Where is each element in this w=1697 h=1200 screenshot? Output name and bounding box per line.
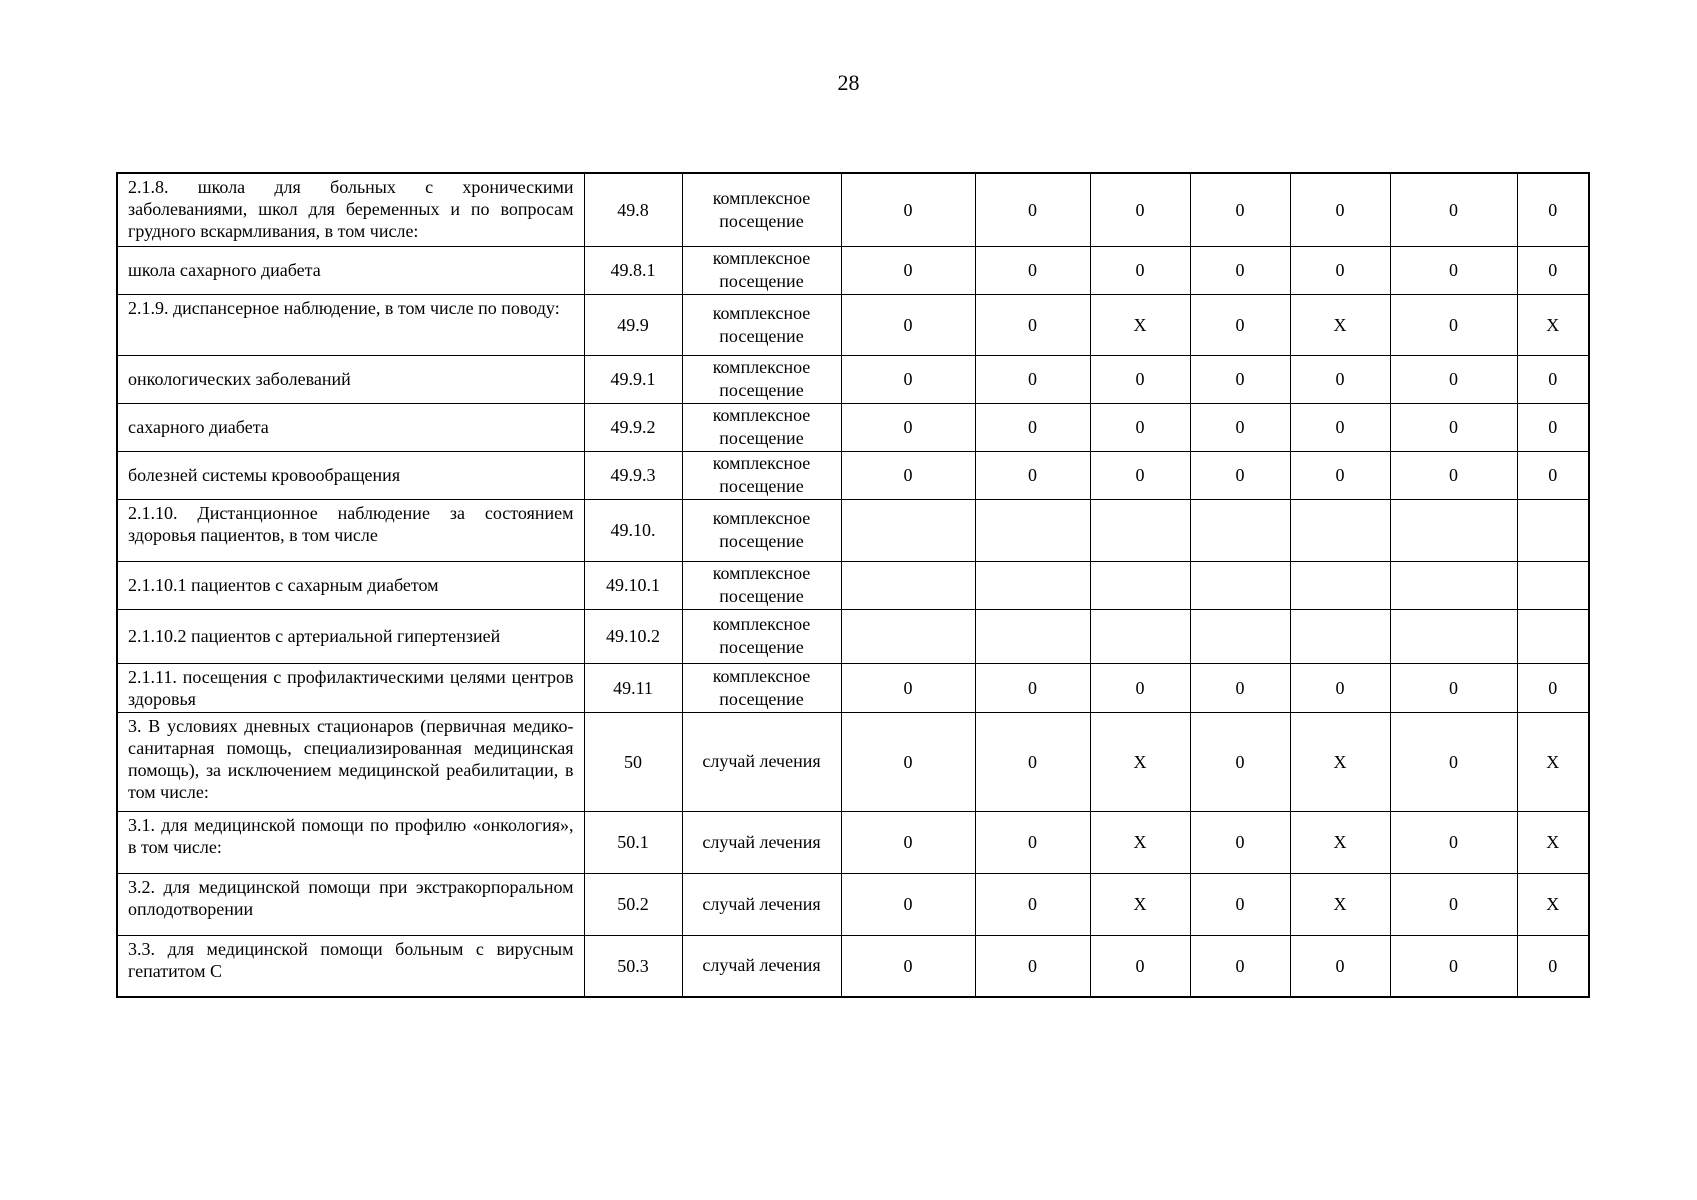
row-value-cell [975,499,1090,561]
row-value-cell: 0 [975,355,1090,403]
row-value-cell: 0 [1290,451,1390,499]
row-value-cell [975,609,1090,663]
row-value-cell: 0 [1090,663,1190,712]
row-value-cell: 0 [975,173,1090,246]
row-value-cell: 0 [1517,355,1589,403]
row-value-cell: 0 [1290,935,1390,997]
row-value-cell: 0 [1290,246,1390,294]
row-unit-cell: случай лечения [682,873,841,935]
table-row [117,173,1589,246]
table-row [117,499,1589,561]
row-name-cell: 3.1. для медицинской помощи по профилю «онкология», в том числе: [117,811,584,873]
row-value-cell: 0 [1390,355,1517,403]
row-value-cell: 0 [1190,873,1290,935]
row-value-cell [1090,499,1190,561]
row-unit-cell: комплексное посещение [682,403,841,451]
row-value-cell [841,609,975,663]
row-value-cell: 0 [1190,935,1290,997]
row-value-cell: 0 [1290,403,1390,451]
table-body [117,173,1589,997]
row-value-cell: 0 [1390,663,1517,712]
page-number: 28 [837,70,860,95]
table-row [117,355,1589,403]
row-code-cell: 49.10.2 [584,609,682,663]
row-value-cell [1517,499,1589,561]
row-name-cell: 2.1.10. Дистанционное наблюдение за состоянием здоровья пациентов, в том числе [117,499,584,561]
row-value-cell: 0 [1390,403,1517,451]
row-code-cell: 50.2 [584,873,682,935]
row-value-cell: 0 [1290,355,1390,403]
row-value-cell [1290,561,1390,609]
row-value-cell: 0 [1390,173,1517,246]
row-value-cell: X [1517,873,1589,935]
row-value-cell: 0 [975,403,1090,451]
row-value-cell: 0 [1390,246,1517,294]
row-unit-cell: случай лечения [682,811,841,873]
row-value-cell [1090,609,1190,663]
row-name-cell: 3.2. для медицинской помощи при экстракорпоральном оплодотворении [117,873,584,935]
row-value-cell: 0 [975,811,1090,873]
row-value-cell: 0 [841,173,975,246]
row-value-cell: 0 [975,663,1090,712]
row-value-cell: 0 [975,294,1090,355]
table-row [117,712,1589,811]
row-value-cell: 0 [1290,663,1390,712]
row-code-cell: 49.9 [584,294,682,355]
row-value-cell: 0 [1090,451,1190,499]
row-value-cell: 0 [1190,712,1290,811]
row-value-cell [1290,609,1390,663]
row-code-cell: 49.9.2 [584,403,682,451]
row-value-cell: 0 [1090,403,1190,451]
row-name-cell: онкологических заболеваний [117,355,584,403]
row-value-cell: 0 [1190,355,1290,403]
row-value-cell: 0 [975,873,1090,935]
row-value-cell: X [1290,712,1390,811]
row-value-cell: 0 [975,935,1090,997]
row-value-cell: 0 [841,935,975,997]
row-value-cell [1390,609,1517,663]
row-value-cell: 0 [1190,173,1290,246]
row-value-cell: X [1517,294,1589,355]
row-value-cell [1090,561,1190,609]
row-value-cell [1390,499,1517,561]
row-value-cell: 0 [1190,246,1290,294]
row-value-cell [1517,609,1589,663]
row-value-cell: X [1290,873,1390,935]
row-value-cell [1190,609,1290,663]
row-value-cell [1190,499,1290,561]
row-value-cell: 0 [1090,173,1190,246]
row-code-cell: 49.8 [584,173,682,246]
row-value-cell: 0 [841,355,975,403]
row-value-cell: 0 [975,712,1090,811]
row-code-cell: 49.8.1 [584,246,682,294]
row-value-cell [841,499,975,561]
row-value-cell: 0 [1390,873,1517,935]
row-value-cell: 0 [841,712,975,811]
row-name-cell: школа сахарного диабета [117,246,584,294]
row-value-cell: X [1090,811,1190,873]
row-value-cell: 0 [1190,811,1290,873]
row-value-cell: 0 [841,246,975,294]
row-unit-cell: комплексное посещение [682,355,841,403]
row-code-cell: 49.10. [584,499,682,561]
row-unit-cell: комплексное посещение [682,609,841,663]
row-unit-cell: комплексное посещение [682,173,841,246]
row-code-cell: 50.3 [584,935,682,997]
row-value-cell: 0 [1390,935,1517,997]
row-unit-cell: комплексное посещение [682,294,841,355]
table-row [117,663,1589,712]
table-row [117,811,1589,873]
row-name-cell: 2.1.10.2 пациентов с артериальной гипертензией [117,609,584,663]
row-value-cell [1517,561,1589,609]
row-name-cell: 2.1.11. посещения с профилактическими целями центров здоровья [117,663,584,712]
row-value-cell: 0 [1517,663,1589,712]
table-row [117,403,1589,451]
row-value-cell: 0 [1090,355,1190,403]
row-unit-cell: комплексное посещение [682,451,841,499]
row-value-cell: 0 [1290,173,1390,246]
row-value-cell: 0 [975,246,1090,294]
row-value-cell [1290,499,1390,561]
row-unit-cell: комплексное посещение [682,246,841,294]
row-value-cell: 0 [1517,403,1589,451]
row-value-cell: 0 [1517,173,1589,246]
table-row [117,935,1589,997]
row-name-cell: 2.1.10.1 пациентов с сахарным диабетом [117,561,584,609]
row-name-cell: болезней системы кровообращения [117,451,584,499]
row-value-cell: X [1517,811,1589,873]
row-value-cell: 0 [841,294,975,355]
row-name-cell: сахарного диабета [117,403,584,451]
row-code-cell: 49.9.1 [584,355,682,403]
table-row [117,451,1589,499]
row-unit-cell: комплексное посещение [682,561,841,609]
row-value-cell: X [1090,873,1190,935]
row-name-cell: 3. В условиях дневных стационаров (первичная медико-санитарная помощь, специализированная медицинская помощь), за исключением медицинской реабилитации, в том числе: [117,712,584,811]
report-table [116,172,1590,998]
row-value-cell: X [1290,294,1390,355]
row-value-cell: 0 [841,663,975,712]
row-value-cell: 0 [1190,663,1290,712]
row-value-cell: 0 [841,811,975,873]
row-value-cell: X [1090,294,1190,355]
row-value-cell: X [1517,712,1589,811]
row-name-cell: 2.1.9. диспансерное наблюдение, в том числе по поводу: [117,294,584,355]
table-row [117,294,1589,355]
row-value-cell: 0 [1090,935,1190,997]
row-value-cell: 0 [841,873,975,935]
row-value-cell: 0 [1190,294,1290,355]
table-row [117,246,1589,294]
row-value-cell: 0 [841,403,975,451]
row-value-cell: 0 [1390,811,1517,873]
row-value-cell: X [1090,712,1190,811]
row-value-cell [1190,561,1290,609]
row-value-cell: 0 [1517,246,1589,294]
row-value-cell: 0 [1517,451,1589,499]
table-row [117,873,1589,935]
row-value-cell: 0 [975,451,1090,499]
row-value-cell: X [1290,811,1390,873]
table-row [117,609,1589,663]
table-row [117,561,1589,609]
row-unit-cell: комплексное посещение [682,663,841,712]
row-unit-cell: случай лечения [682,712,841,811]
row-value-cell: 0 [1390,451,1517,499]
row-code-cell: 50.1 [584,811,682,873]
row-value-cell: 0 [1390,294,1517,355]
row-value-cell [975,561,1090,609]
row-code-cell: 49.11 [584,663,682,712]
row-value-cell [841,561,975,609]
row-value-cell: 0 [1517,935,1589,997]
row-value-cell: 0 [841,451,975,499]
row-code-cell: 50 [584,712,682,811]
row-name-cell: 2.1.8. школа для больных с хроническими заболеваниями, школ для беременных и по вопросам грудного вскармливания, в том числе: [117,173,584,246]
row-name-cell: 3.3. для медицинской помощи больным с вирусным гепатитом С [117,935,584,997]
row-unit-cell: комплексное посещение [682,499,841,561]
row-value-cell [1390,561,1517,609]
row-value-cell: 0 [1190,451,1290,499]
row-code-cell: 49.9.3 [584,451,682,499]
row-value-cell: 0 [1190,403,1290,451]
row-code-cell: 49.10.1 [584,561,682,609]
row-value-cell: 0 [1390,712,1517,811]
row-value-cell: 0 [1090,246,1190,294]
row-unit-cell: случай лечения [682,935,841,997]
